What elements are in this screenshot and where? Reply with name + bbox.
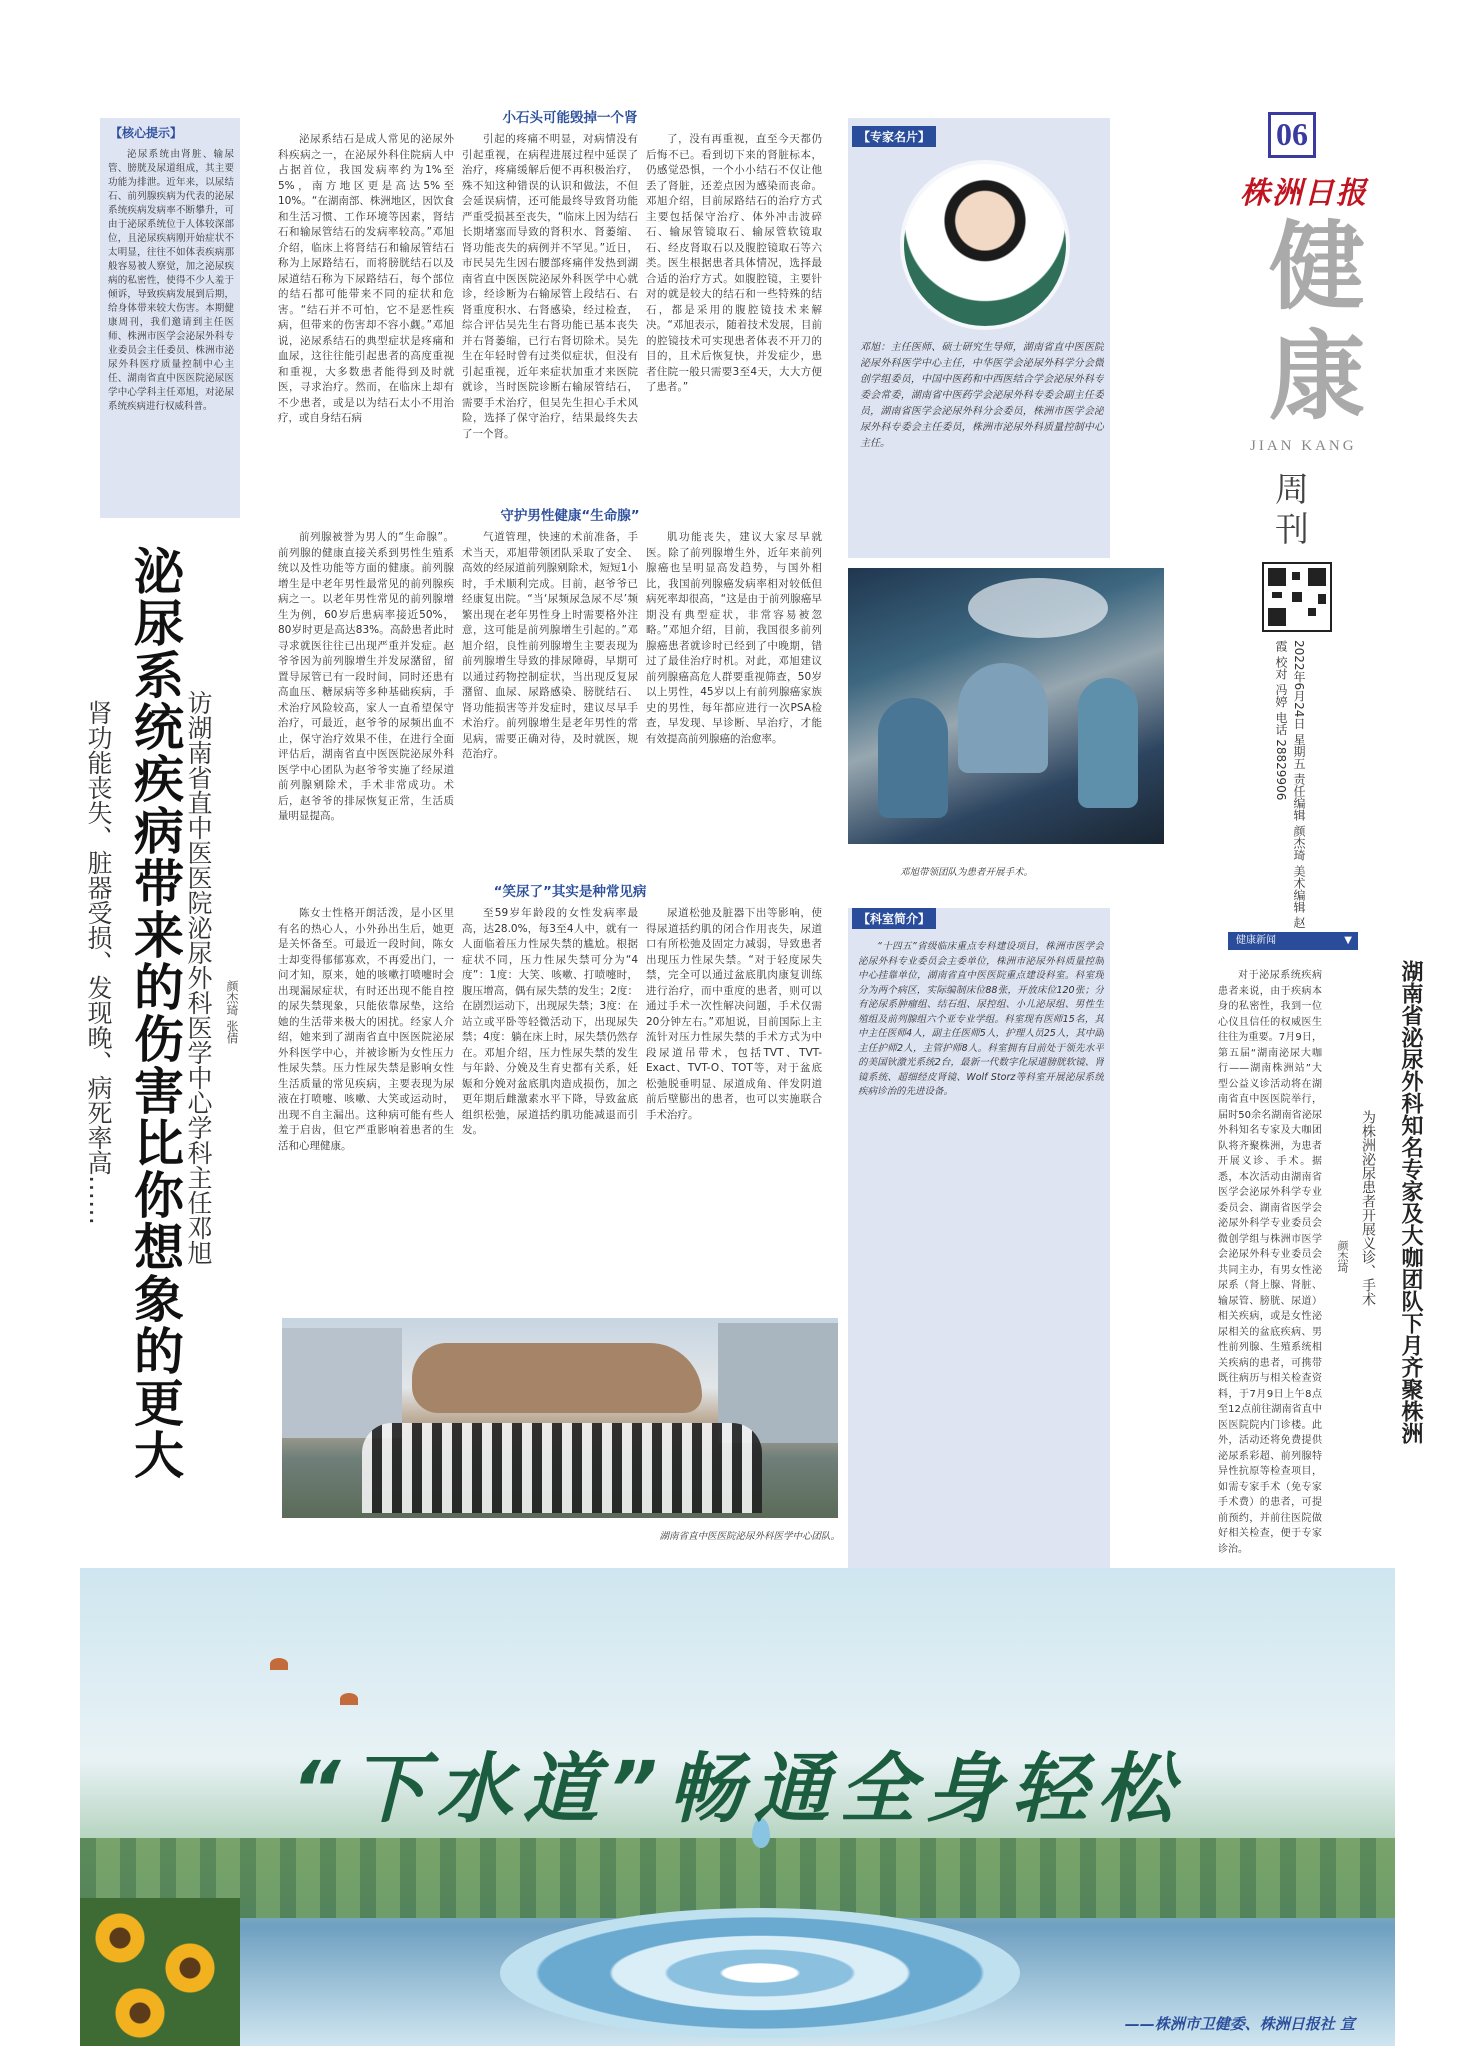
bird-icon bbox=[270, 1658, 288, 1670]
edit-info: 2022年6月24日 星期五 责任编辑 颜杰琦 美术编辑 赵 霞 校对 冯婷 电话 28829906 bbox=[1274, 640, 1306, 929]
section-1-col-1: 泌尿系结石是成人常见的泌尿外科疾病之一，在泌尿外科住院病人中占据首位，我国发病率约为1%至5%，南方地区更是高达5%至10%。“在湖南部、株洲地区，因饮食和生活习惯、工作环境等因素，肾结石和输尿管结石的发病率较高。”邓旭介绍，临床上将肾结石和输尿管结石称为上尿路结石，而将膀胱结石以及尿道结石称为下尿路结石，每个部位的结石都可能带来不同的症状和危害。“结石并不可怕，它不是恶性疾病，但带来的伤害却不容小觑。”邓旭说，泌尿系结石的典型症状是疼痛和血尿，这往往能引起患者的高度重视和重视，大多数患者能得到及时就医，寻求治疗。然而，在临床上却有不少患者，或是以为结石太小不用治疗，或自身结石病 bbox=[278, 133, 454, 424]
surgery-photo-caption: 邓旭带领团队为患者开展手术。 bbox=[900, 867, 1034, 878]
department-intro-text: “十四五”省级临床重点专科建设项目，株洲市医学会泌尿外科专业委员会主委单位，株洲市泌尿外科质量控制中心挂靠单位，湖南省直中医医院重点建设科室。科室现分为两个病区，实际编制床位88张，开放床位120张；分有泌尿系肿瘤组、结石组、尿控组、小儿泌尿组、男性生殖组及前列腺组六个亚专业学组。科室现有医师15名，其中主任医师4人，副主任医师5人，护理人员25人，其中副主任护师2人，主管护师8人。科室拥有目前处于领先水平的美国钬激光系统2台，最新一代数字化尿道膀胱软镜、肾镜系统、超细经皮肾镜、Wolf Storz等科室开展泌尿系统疾病诊治的先进设备。 bbox=[858, 941, 1104, 1097]
section-1-col-3: 了，没有再重视，直至今天都仍后悔不已。看到切下来的肾脏标本，仍感觉恐惧，一个小小结石不仅让他丢了肾脏，还差点因为感染而丧命。邓旭介绍，目前尿路结石的治疗方式主要包括保守治疗、体外冲击波碎石、输尿管镜取石、输尿管软镜取石、经皮肾取石以及腹腔镜取石等六类。医生根据患者具体情况，选择最合适的治疗方式。如腹腔镜，主要针对的就是较大的结石和一些特殊的结石，都是采用的腹腔镜技术来解决。“邓旭表示，随着技术发展，目前的腔镜技术可实现患者体表不开刀的目的，且术后恢复快，并发症少，患者住院一般只需要3至4天，大大方便了患者。” bbox=[646, 133, 822, 393]
section-1-col-2: 引起的疼痛不明显，对病情没有引起重视，在病程进展过程中延误了治疗，疼痛缓解后便不再积极治疗，殊不知这种错误的认识和做法，不但会延误病情，还可能最终导致肾功能严重受损甚至丧失，“临床上因为结石长期堵塞而导致的肾积水、肾萎缩、肾功能丧失的病例并不罕见。”近日，市民吴先生因右腰部疼痛伴发热到湖南省直中医医院泌尿外科医学中心就诊，经诊断为右输尿管上段结石、右肾重度积水、右肾感染，经过检查，综合评估吴先生右肾功能已基本丧失并右肾萎缩，已行右肾切除术。吴先生在年轻时曾有过类似症状，但没有引起重视，近年来症状加重才来医院就诊，当时医院诊断右输尿管结石，需要手术治疗，但吴先生担心手术风险，选择了保守治疗，结果最终失去了一个肾。 bbox=[462, 133, 638, 440]
expert-bio: 邓旭：主任医师、硕士研究生导师，湖南省直中医医院泌尿外科医学中心主任，中华医学会泌尿外科学分会微创学组委员，中国中医药和中西医结合学会泌尿外科专委会常委，湖南省中医药学会泌尿外科专委会副主任委员，湖南省医学会泌尿外科分会委员，株洲市医学会泌尿外科专委会主任委员，株洲市泌尿外科质量控制中心主任。 bbox=[860, 342, 1104, 449]
news-headline: 湖南省泌尿外科知名专家及大咖团队下月齐聚株洲 bbox=[1398, 960, 1423, 1444]
section-2-heading: 守护男性健康“生命腺” bbox=[500, 508, 640, 524]
core-tips-text: 泌尿系统由肾脏、输尿管、膀胱及尿道组成，其主要功能为排泄。近年来，以尿结石、前列腺疾病为代表的泌尿系统疾病发病率不断攀升，可由于泌尿系统位于人体较深部位，且泌尿疾病刚开始症状不太明显，往往不如体表疾病那般容易被人察觉，加之泌尿疾病的私密性，使得不少人羞于倾诉，导致疾病发展到后期，给身体带来较大伤害。本期健康周刊，我们邀请到主任医师、株洲市医学会泌尿外科专业委员会主任委员、株洲市泌尿外科医疗质量控制中心主任、湖南省直中医医院泌尿医学中心学科主任邓旭，对泌尿系统疾病进行权威科普。 bbox=[108, 149, 234, 412]
chevron-down-icon: ▼ bbox=[1344, 935, 1352, 946]
section-3-col-2: 至59岁年龄段的女性发病率最高，达28.0%，每3至4人中，就有一人面临着压力性尿失禁的尴尬。根据症状不同，压力性尿失禁可分为“4度”：1度：大笑、咳嗽、打喷嚏时，腹压增高，偶有尿失禁的发生；2度：在剧烈运动下，出现尿失禁；3度：在站立或平卧等轻微活动下，出现尿失禁；4度：躺在床上时，尿失禁仍然存在。邓旭介绍，压力性尿失禁的发生与年龄、分娩及生育史都有关系，妊娠和分娩对盆底肌肉造成损伤，加之更年期后雌激素水平下降，导致盆底组织松弛，尿道括约肌功能减退而引发。 bbox=[462, 907, 638, 1136]
banner-source: ——株洲市卫健委、株洲日报社 宣 bbox=[1124, 2015, 1355, 2033]
surgery-photo bbox=[848, 568, 1164, 844]
subheadline-2: 肾功能丧失、脏器受损、发现晚、病死率高…… bbox=[84, 700, 113, 1225]
column-pinyin: JIAN KANG bbox=[1250, 438, 1357, 454]
section-2-col-2: 气道管理，快速的术前准备，手术当天，邓旭带领团队采取了安全、高效的经尿道前列腺剜除术，短短1小时，手术顺利完成。目前，赵爷爷已经康复出院。“当‘尿频尿急尿不尽’频繁出现在老年男性身上时需要格外注意，这可能是前列腺增生引起的。”邓旭介绍，良性前列腺增生主要表现为前列腺增生导致的排尿障碍，早期可以通过药物控制症状，当出现反复尿潴留、血尿、尿路感染、膀胱结石、肾功能损害等并发症时，建议尽早手术治疗。前列腺增生是老年男性的常见病，需要正确对待，及时就医，规范治疗。 bbox=[462, 531, 638, 760]
page-number: 06 bbox=[1268, 112, 1316, 158]
health-news-label: 健康新闻 bbox=[1236, 935, 1276, 946]
news-byline: 颜杰琦 bbox=[1336, 1240, 1349, 1273]
team-group-photo bbox=[282, 1318, 838, 1518]
section-1-heading: 小石头可能毁掉一个肾 bbox=[502, 110, 638, 126]
paper-name: 株洲日报 bbox=[1240, 176, 1368, 211]
column-name: 健康 bbox=[1269, 210, 1365, 433]
section-2-col-3: 肌功能丧失，建议大家尽早就医。除了前列腺增生外，近年来前列腺癌也呈明显高发趋势，与国外相比，我国前列腺癌发病率相对较低但病死率却很高，“这是由于前列腺癌早期没有典型症状，非常容易被忽略。”邓旭介绍，目前，我国很多前列腺癌患者就诊时已经到了中晚期，错过了最佳治疗时机。对此，邓旭建议前列腺癌高危人群要重视筛查，50岁以上男性，45岁以上有前列腺癌家族史的男性，每年都应进行一次PSA检查，早发现、早诊断、早治疗，才能有效提高前列腺癌的治愈率。 bbox=[646, 531, 822, 745]
main-headline: 泌尿系统疾病带来的伤害比你想象的更大 bbox=[126, 545, 184, 1481]
column-type: 周刊 bbox=[1275, 470, 1309, 550]
section-3-col-3: 尿道松弛及脏器下出等影响，使得尿道括约肌的闭合作用丧失，尿道口有所松弛及固定力减弱，导致患者出现压力性尿失禁。“对于轻度尿失禁，完全可以通过盆底肌肉康复训练进行治疗，而中重度的患者，则可以通过手术一次性解决问题，手术仅需20分钟左右。”邓旭说，目前国际上主流针对压力性尿失禁的手术方式为中段尿道吊带术，包括TVT、TVT-Exact、TVT-O、TOT等，对于盆底松弛脱垂明显、尿道成角、伴发阴道前后壁膨出的患者，也可以实施联合手术治疗。 bbox=[646, 907, 822, 1121]
section-3-heading: “笑尿了”其实是种常见病 bbox=[493, 884, 647, 900]
news-body: 对于泌尿系统疾病患者来说，由于疾病本身的私密性，我到一位心仪且信任的权威医生往往为重要。7月9日，第五届“湖南泌尿大咖行——湖南株洲站”大型公益义诊活动将在湖南省直中医医院举行，届时50余名湖南省泌尿外科知名专家及大咖团队将齐聚株洲，为患者开展义诊、手术。据悉，本次活动由湖南省医学会泌尿外科学专业委员会、湖南省医学会泌尿外科学专业委员会微创学组与株洲市医学会泌尿外科专业委员会共同主办，有男女性泌尿系（肾上腺、肾脏、输尿管、膀胱、尿道）相关疾病，或是女性泌尿相关的盆底疾病、男性前列腺、生殖系统相关疾病的患者，可携带既往病历与相关检查资料，于7月9日上午8点至12点前往湖南省直中医医院院内门诊楼。此外，活动还将免费提供泌尿系彩超、前列腺特异性抗原等检查项目，如需专家手术（免专家手术费）的患者，可提前预约，并前往医院做好相关检查，便于专家诊治。 bbox=[1218, 970, 1322, 1555]
group-photo-caption: 湖南省直中医医院泌尿外科医学中心团队。 bbox=[659, 1531, 840, 1542]
subheadline-1: 访湖南省直中医医院泌尿外科医学中心学科主任邓旭 bbox=[184, 690, 213, 1265]
expert-portrait bbox=[900, 160, 1070, 330]
department-intro-tag: 【科室简介】 bbox=[852, 908, 936, 929]
qr-code-icon[interactable] bbox=[1262, 562, 1332, 632]
news-subheadline: 为株洲泌尿患者开展义诊、手术 bbox=[1360, 1110, 1376, 1306]
core-tips-title: 【核心提示】 bbox=[110, 126, 183, 140]
main-byline: 颜杰琦 张倩 bbox=[225, 980, 239, 1044]
section-2-col-1: 前列腺被誉为男人的“生命腺”。前列腺的健康直接关系到男性生殖系统以及性功能等方面的健康。前列腺增生是中老年男性最常见的前列腺疾病之一。以老年男性常见的前列腺增生为例，60岁后患病率接近50%，80岁时更是高达83%。高龄患者此时寻求就医往往已出现严重并发症。赵爷爷因为前列腺增生并发尿潴留，留置导尿管已有一段时间，同时还患有高血压、糖尿病等多种基础疾病，手术治疗风险较高，家人一直希望保守治疗，可最近，赵爷爷的尿频出血不止，保守治疗效果不佳，在进行全面评估后，湖南省直中医医院泌尿外科医学中心团队为赵爷爷实施了经尿道前列腺剜除术，手术非常成功。术后，赵爷爷的排尿恢复正常，生活质量明显提高。 bbox=[278, 531, 454, 822]
expert-card-tag: 【专家名片】 bbox=[852, 126, 936, 147]
public-service-banner bbox=[80, 1568, 1395, 2046]
health-news-tag bbox=[1228, 932, 1358, 950]
section-3-col-1: 陈女士性格开朗活泼，是小区里有名的热心人，小外孙出生后，她更是关怀备至。可最近一段时间，陈女士却变得郁郁寡欢，不再爱出门，一问才知，原来，她的咳嗽打喷嚏时会出现漏尿症状，有时还出现不能自控的尿失禁现象，只能依靠尿垫，这给她的生活带来极大的困扰。经家人介绍，她来到了湖南省直中医医院泌尿外科医学中心，并被诊断为女性压力性尿失禁。压力性尿失禁是影响女性生活质量的常见疾病，主要表现为尿液在打喷嚏、咳嗽、大笑或运动时，出现不自主漏出。这种病可能有些人羞于启齿，但它严重影响着患者的生活和心理健康。 bbox=[278, 907, 454, 1152]
bird-icon bbox=[340, 1693, 358, 1705]
banner-title: “下水道”畅通全身轻松 bbox=[291, 1744, 1184, 1833]
